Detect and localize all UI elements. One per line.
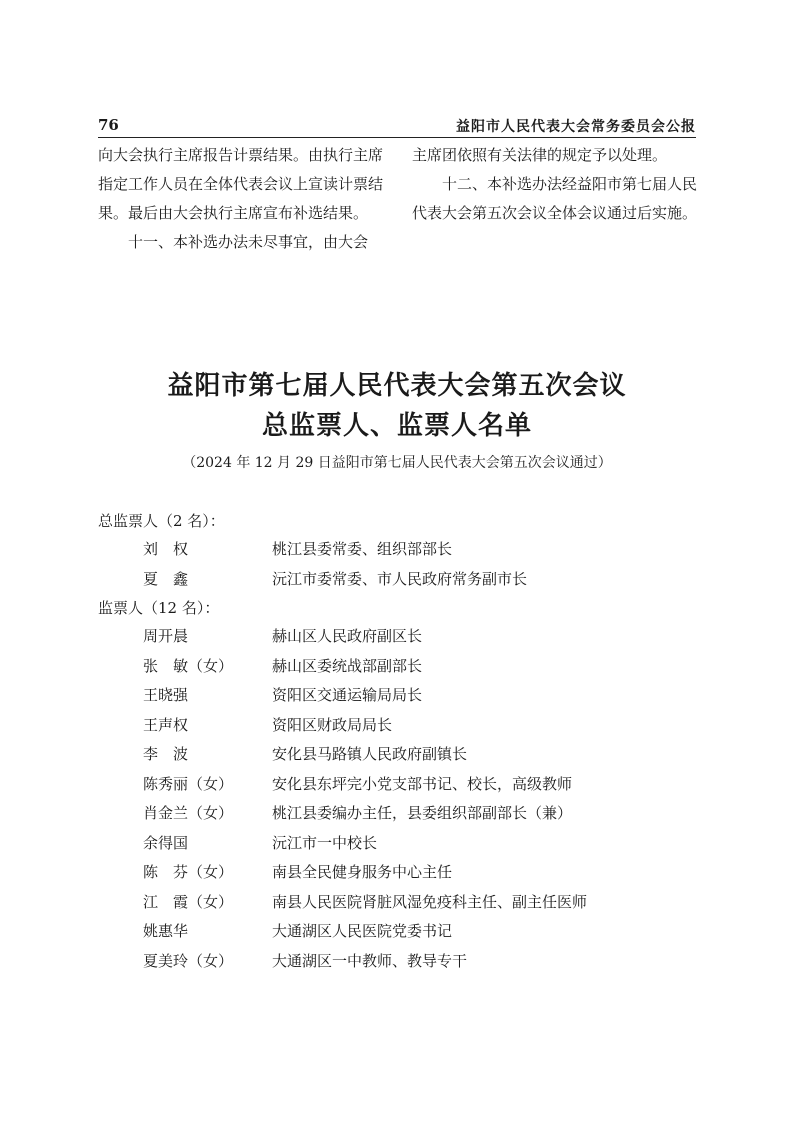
right-paragraph: 主席团依照有关法律的规定予以处理。 (412, 146, 668, 164)
page-number: 76 (98, 116, 119, 134)
publication-name: 益阳市人民代表大会常务委员会公报 (456, 119, 696, 135)
member-name: 周开晨 (143, 627, 189, 645)
member-name: 肖金兰（女） (143, 804, 234, 822)
member-name: 陈秀丽（女） (143, 774, 234, 793)
header-rule (98, 137, 696, 138)
scrutineer-list (98, 507, 698, 976)
chief-scrutineers-heading: 总监票人（2 名）： (98, 512, 225, 530)
member-row (98, 681, 698, 711)
left-paragraph: 十一、本补选办法未尽事宜，由大会 (128, 233, 369, 251)
member-name: 张 敏（女） (143, 656, 234, 675)
member-row (98, 711, 698, 741)
right-column (412, 141, 698, 228)
member-position: 南县人民医院肾脏风湿免疫科主任、副主任医师 (272, 892, 588, 911)
member-position: 大通湖区一中教师、教导专干 (272, 951, 468, 970)
member-position: 沅江市委常委、市人民政府常务副市长 (272, 569, 528, 588)
member-name: 王晓强 (143, 686, 189, 704)
document-title-line2: 总监票人、监票人名单 (261, 411, 532, 441)
member-name: 李 波 (143, 745, 189, 763)
member-position: 资阳区交通运输局局长 (272, 686, 423, 704)
member-position: 安化县东坪完小党支部书记、校长，高级教师 (272, 774, 573, 793)
member-name: 江 霞（女） (143, 892, 234, 911)
scrutineers-members-list (98, 622, 698, 976)
member-row (98, 829, 698, 859)
left-paragraph: 向大会执行主席报告计票结果。由执行主席指定工作人员在全体代表会议上宣读计票结果。最后由大会执行主席宣布补选结果。 (98, 146, 384, 222)
member-name: 刘 权 (143, 540, 189, 558)
document-title-line1: 益阳市第七届人民代表大会第五次会议 (167, 371, 627, 401)
member-row (98, 858, 698, 888)
member-position: 大通湖区人民医院党委书记 (272, 922, 453, 940)
member-position: 桃江县委编办主任，县委组织部副部长（兼） (272, 804, 573, 822)
chief-scrutineers-list (98, 535, 698, 594)
member-row (98, 622, 698, 652)
member-row (98, 799, 698, 829)
member-position: 赫山区人民政府副区长 (272, 627, 423, 645)
member-row (98, 947, 698, 977)
member-name: 余得国 (143, 833, 189, 852)
member-position: 赫山区委统战部副部长 (272, 656, 423, 675)
member-row (98, 652, 698, 682)
left-column (98, 141, 384, 257)
member-position: 沅江市一中校长 (272, 833, 378, 852)
member-row (98, 888, 698, 918)
member-row (98, 917, 698, 947)
member-name: 姚惠华 (143, 922, 189, 940)
member-row (98, 770, 698, 800)
member-position: 南县全民健身服务中心主任 (272, 863, 453, 881)
member-position: 资阳区财政局局长 (272, 715, 393, 734)
member-row (98, 565, 698, 595)
running-header (98, 112, 696, 136)
member-position: 桃江县委常委、组织部部长 (272, 540, 453, 558)
member-row (98, 535, 698, 565)
member-name: 王声权 (143, 715, 189, 734)
member-name: 夏美玲（女） (143, 951, 234, 970)
member-row (98, 740, 698, 770)
member-name: 陈 芬（女） (143, 863, 234, 881)
document-subtitle: （2024 年 12 月 29 日益阳市第七届人民代表大会第五次会议通过） (182, 455, 612, 471)
member-position: 安化县马路镇人民政府副镇长 (272, 745, 468, 763)
scrutineers-heading: 监票人（12 名）： (98, 599, 220, 617)
member-name: 夏 鑫 (143, 569, 189, 588)
right-paragraph: 十二、本补选办法经益阳市第七届人民代表大会第五次会议全体会议通过后实施。 (412, 175, 698, 222)
